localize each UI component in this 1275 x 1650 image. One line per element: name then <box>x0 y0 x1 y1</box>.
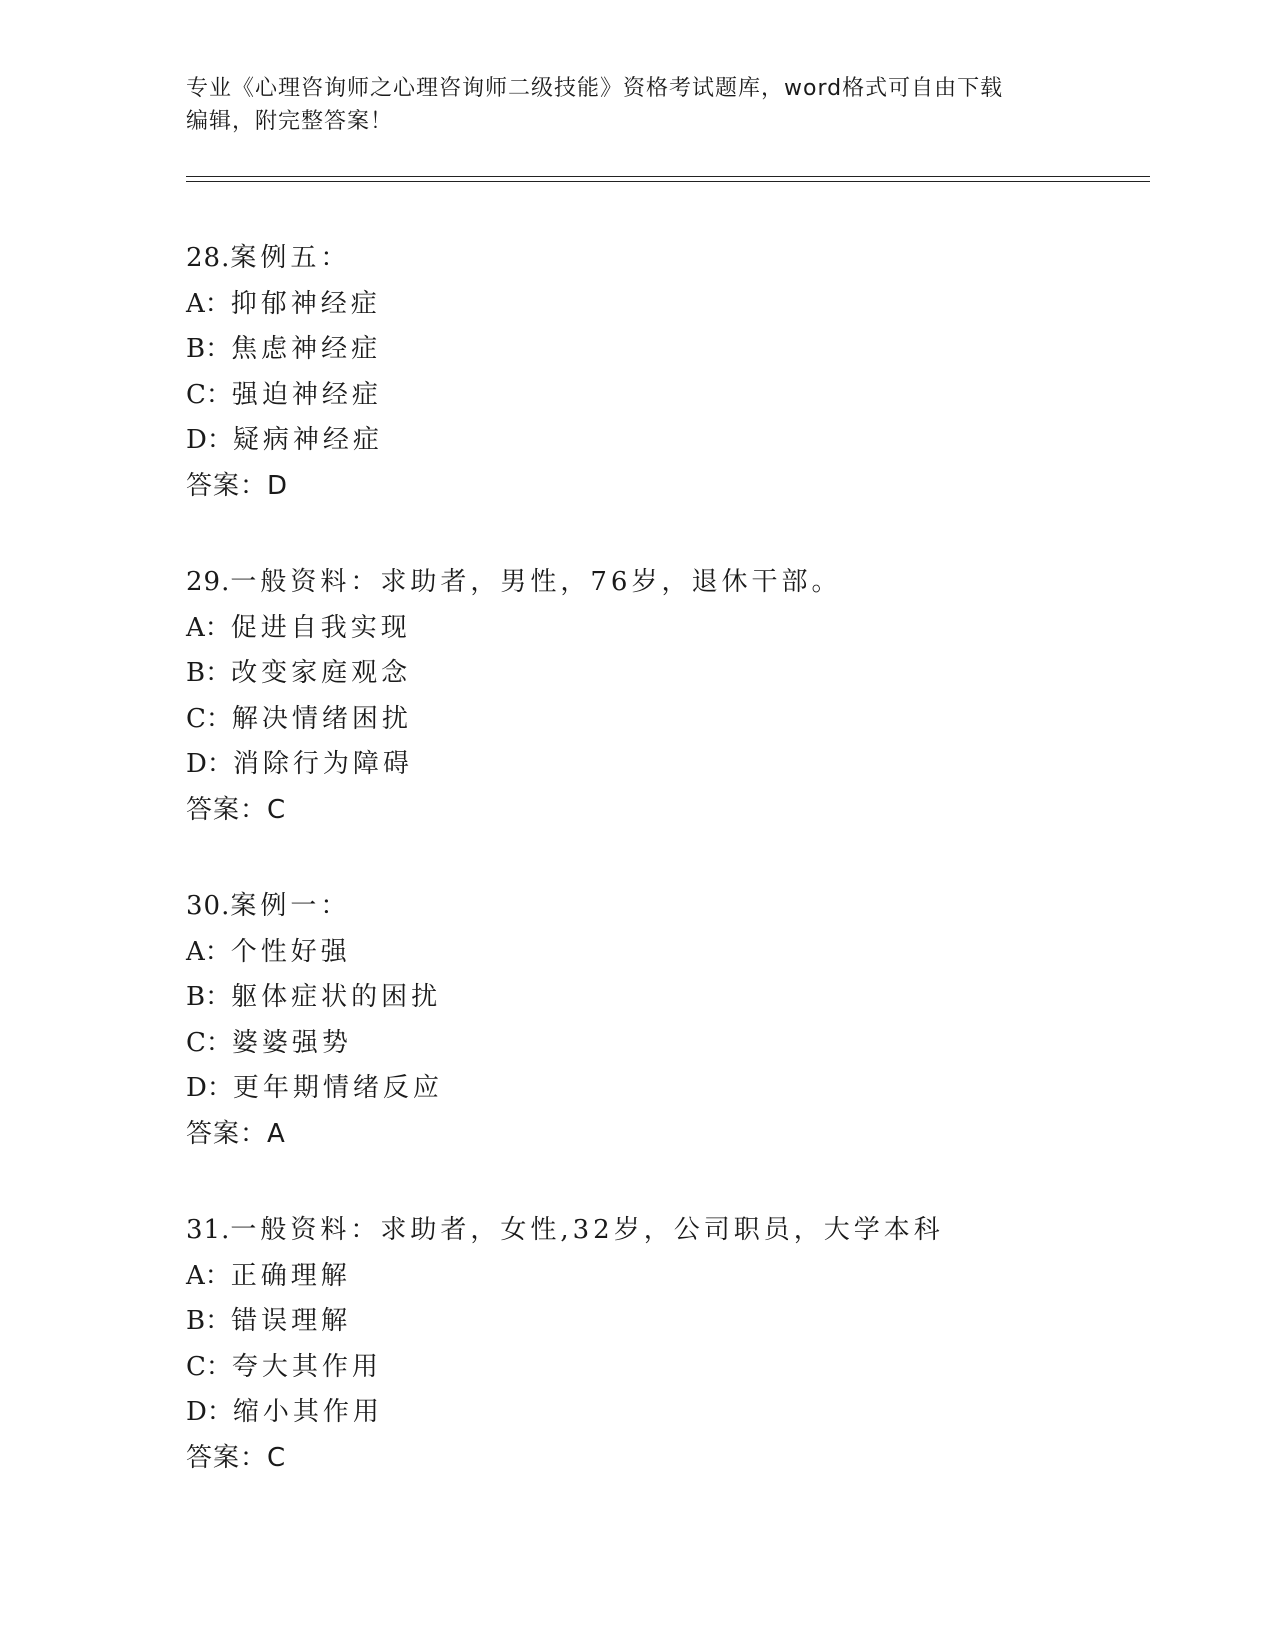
option-b <box>186 327 1146 373</box>
answer-value: D <box>267 470 289 501</box>
answer <box>186 464 1146 510</box>
header-line-2: 编辑，附完整答案！ <box>186 109 394 134</box>
answer-label: 答案： <box>186 1118 268 1149</box>
answer-label: 答案： <box>186 794 268 825</box>
option-key: B ： <box>186 1306 231 1336</box>
question-stem <box>186 236 1146 282</box>
option-text: 消除行为障碍 <box>232 749 413 779</box>
option-key: A ： <box>186 289 231 319</box>
option-b <box>186 975 1146 1021</box>
option-c <box>186 1345 1146 1391</box>
option-text: 夸大其作用 <box>231 1351 382 1382</box>
answer-value: C <box>267 1442 287 1473</box>
answer-value: A <box>267 1118 286 1149</box>
question-text: 案例一： <box>230 891 351 921</box>
option-key: C ： <box>186 1028 232 1058</box>
option-c <box>186 1021 1146 1067</box>
option-key: D ： <box>186 749 233 779</box>
question-30 <box>186 884 1146 1157</box>
option-key: D ： <box>186 1397 233 1427</box>
question-text: 一般资料：求助者，男性，76岁，退休干部。 <box>230 567 842 597</box>
option-text: 抑郁神经症 <box>230 288 381 319</box>
option-text: 疑病神经症 <box>232 425 383 455</box>
answer <box>186 1436 1146 1482</box>
option-key: B ： <box>186 334 231 364</box>
question-stem <box>186 560 1146 606</box>
option-key: D ： <box>186 425 233 455</box>
question-31 <box>186 1208 1146 1481</box>
option-text: 强迫神经症 <box>231 379 382 410</box>
answer <box>186 1112 1146 1158</box>
question-28 <box>186 236 1146 509</box>
question-number: 28. <box>186 243 231 273</box>
option-text: 婆婆强势 <box>231 1027 352 1058</box>
question-29 <box>186 560 1146 833</box>
option-text: 正确理解 <box>230 1260 351 1291</box>
option-key: C ： <box>186 380 232 410</box>
question-list <box>186 236 1146 1532</box>
option-text: 个性好强 <box>230 936 351 967</box>
option-key: C ： <box>186 704 232 734</box>
option-c <box>186 373 1146 419</box>
question-stem <box>186 884 1146 930</box>
option-a <box>186 1254 1146 1300</box>
option-text: 焦虑神经症 <box>231 334 382 364</box>
option-a <box>186 606 1146 652</box>
question-number: 29. <box>186 567 231 597</box>
option-d <box>186 418 1146 464</box>
answer-value: C <box>267 794 287 825</box>
option-key: A ： <box>186 937 231 967</box>
option-text: 改变家庭观念 <box>231 658 412 688</box>
option-text: 解决情绪困扰 <box>231 703 412 734</box>
option-key: B ： <box>186 658 231 688</box>
option-b <box>186 1299 1146 1345</box>
question-number: 31. <box>186 1215 231 1245</box>
answer-label: 答案： <box>186 1442 268 1473</box>
answer <box>186 788 1146 834</box>
header-divider-bottom <box>186 181 1150 182</box>
option-key: D ： <box>186 1073 233 1103</box>
option-key: C ： <box>186 1352 232 1382</box>
question-stem <box>186 1208 1146 1254</box>
header-line-1: 专业《心理咨询师之心理咨询师二级技能》资格考试题库，word格式可自由下载 <box>186 76 1004 101</box>
option-text: 躯体症状的困扰 <box>231 982 442 1012</box>
question-text: 一般资料：求助者，女性,32岁，公司职员，大学本科 <box>230 1215 944 1245</box>
option-key: A ： <box>186 613 231 643</box>
option-text: 错误理解 <box>231 1306 352 1336</box>
option-d <box>186 1390 1146 1436</box>
option-text: 更年期情绪反应 <box>232 1073 443 1103</box>
option-key: B ： <box>186 982 231 1012</box>
option-a <box>186 282 1146 328</box>
answer-label: 答案： <box>186 470 268 501</box>
option-c <box>186 697 1146 743</box>
option-a <box>186 930 1146 976</box>
option-d <box>186 742 1146 788</box>
question-number: 30. <box>186 891 231 921</box>
document-header <box>186 72 1066 138</box>
option-d <box>186 1066 1146 1112</box>
header-divider-top <box>186 176 1150 177</box>
option-b <box>186 651 1146 697</box>
option-text: 促进自我实现 <box>230 612 411 643</box>
option-text: 缩小其作用 <box>232 1397 383 1427</box>
question-text: 案例五： <box>230 243 351 273</box>
option-key: A ： <box>186 1261 231 1291</box>
